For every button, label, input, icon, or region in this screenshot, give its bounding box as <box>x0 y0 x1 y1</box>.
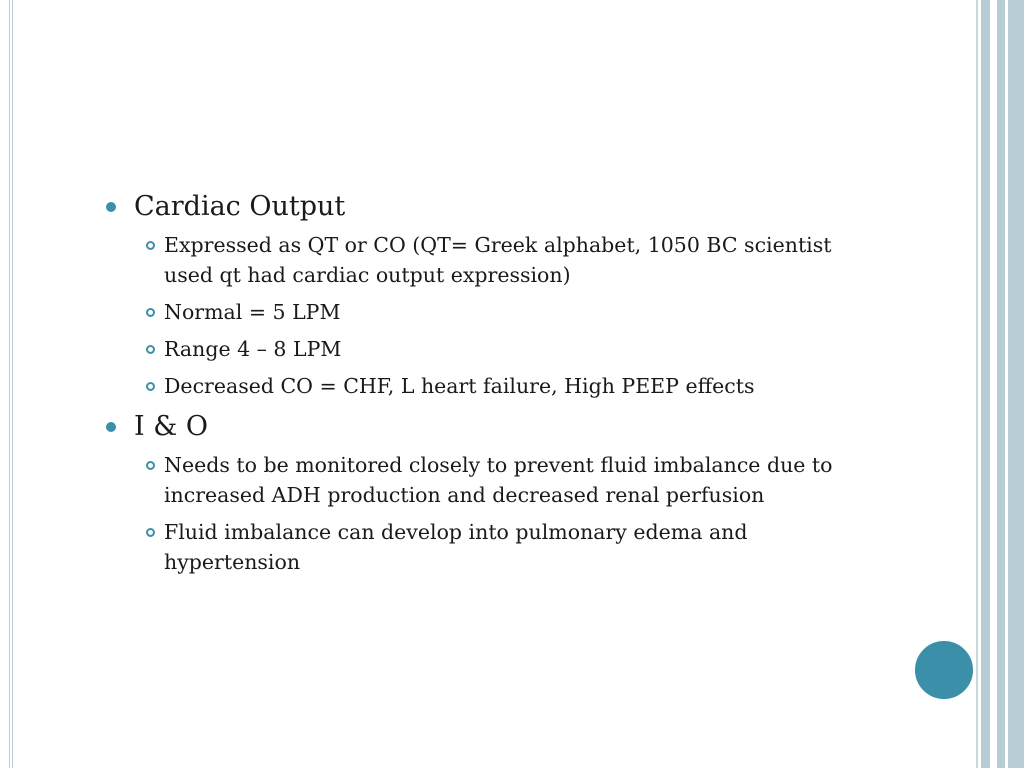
accent-circle-decoration <box>913 639 975 701</box>
filled-circle-icon <box>106 202 116 212</box>
bullet-text: Fluid imbalance can develop into pulmonary edema and hypertension <box>164 520 748 574</box>
bullet-text: Decreased CO = CHF, L heart failure, High PEEP effects <box>164 374 755 398</box>
bullet-text: Needs to be monitored closely to prevent fluid imbalance due to increased ADH production and decreased renal perfusion <box>164 453 833 507</box>
bullet-level2 <box>104 334 864 364</box>
hollow-circle-icon <box>146 308 155 317</box>
bullet-text: Normal = 5 LPM <box>164 300 341 324</box>
filled-circle-icon <box>106 422 116 432</box>
bullet-text: Cardiac Output <box>134 191 346 222</box>
hollow-circle-icon <box>146 461 155 470</box>
bullet-level1-i-and-o <box>104 408 864 446</box>
left-frame-line <box>9 0 13 768</box>
right-frame-band <box>994 0 1024 768</box>
hollow-circle-icon <box>146 382 155 391</box>
bullet-level2 <box>104 230 864 290</box>
bullet-level1-cardiac-output <box>104 188 864 226</box>
hollow-circle-icon <box>146 528 155 537</box>
right-frame-stripe-thin <box>976 0 978 768</box>
bullet-text: Range 4 – 8 LPM <box>164 337 342 361</box>
bullet-level2 <box>104 517 864 577</box>
bullet-level2 <box>104 371 864 401</box>
bullet-text: I & O <box>134 411 208 442</box>
right-frame-stripe <box>981 0 990 768</box>
bullet-level2 <box>104 297 864 327</box>
slide-body <box>104 188 864 584</box>
hollow-circle-icon <box>146 241 155 250</box>
hollow-circle-icon <box>146 345 155 354</box>
bullet-text: Expressed as QT or CO (QT= Greek alphabet, 1050 BC scientist used qt had cardiac output expression) <box>164 233 832 287</box>
bullet-level2 <box>104 450 864 510</box>
